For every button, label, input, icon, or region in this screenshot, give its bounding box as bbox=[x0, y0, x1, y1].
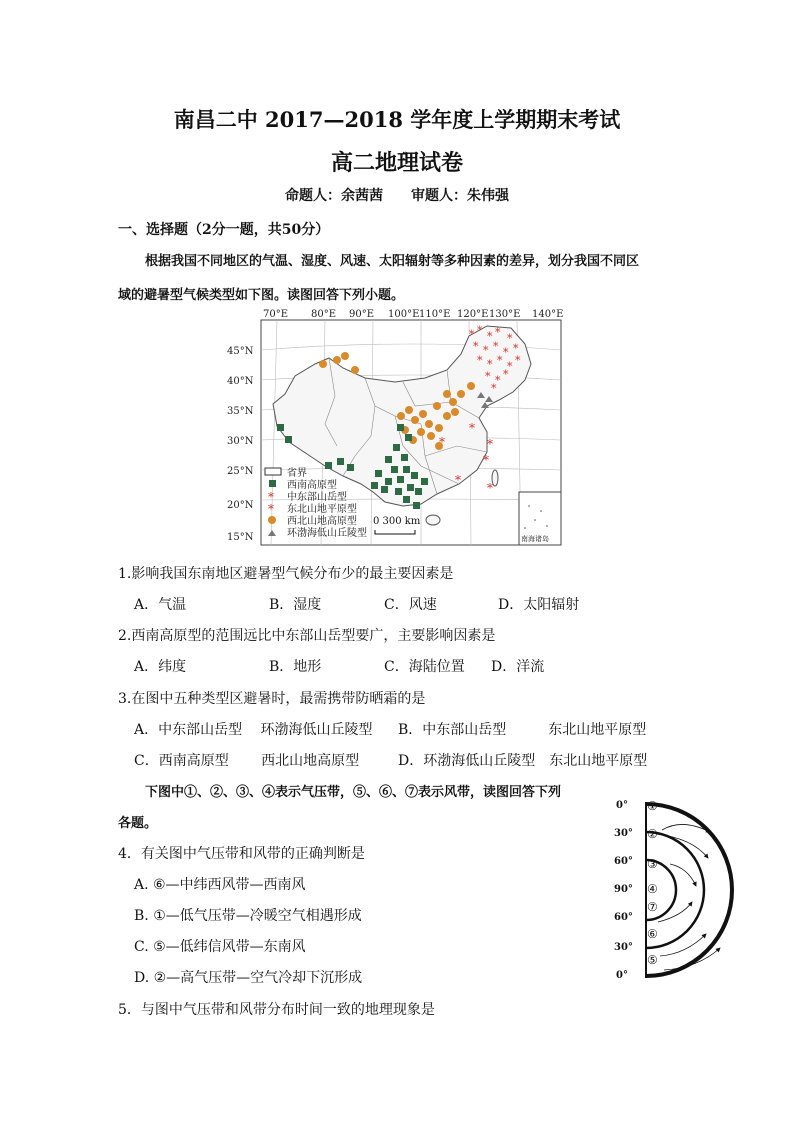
question-4-stem: 4．有关图中气压带和风带的正确判断是 bbox=[118, 846, 365, 862]
diagram-lat: 0° bbox=[616, 800, 628, 811]
svg-text:*: * bbox=[493, 340, 499, 353]
legend-item: 西南高原型 bbox=[287, 480, 337, 491]
legend-item: 中东部山岳型 bbox=[287, 492, 347, 503]
q3-option-c[interactable]: C．西南高原型 西北山地高原型 bbox=[134, 753, 360, 769]
intro2-line1: 下图中①、②、③、④表示气压带，⑤、⑥、⑦表示风带，读图回答下列 bbox=[145, 785, 562, 800]
svg-text:*: * bbox=[485, 370, 491, 383]
lat-label: 15°N bbox=[227, 532, 254, 543]
q3-option-a[interactable]: A．中东部山岳型 环渤海低山丘陵型 bbox=[134, 722, 373, 738]
svg-text:*: * bbox=[473, 340, 479, 353]
exam-subtitle: 高二地理试卷 bbox=[330, 150, 463, 176]
svg-text:*: * bbox=[495, 326, 501, 339]
legend-item: 西北山地高原型 bbox=[287, 516, 357, 527]
question-2-stem: 2.西南高原型的范围远比中东部山岳型要广，主要影响因素是 bbox=[118, 628, 496, 644]
map-scale: 0 300 km bbox=[373, 516, 421, 527]
svg-text:*: * bbox=[483, 453, 489, 467]
svg-text:*: * bbox=[503, 346, 509, 359]
diagram-marker: ⑦ bbox=[647, 900, 658, 914]
lon-label: 140°E bbox=[532, 309, 564, 320]
svg-text:*: * bbox=[469, 328, 475, 341]
diagram-lat: 60° bbox=[614, 912, 633, 923]
legend-item: 环渤海低山丘陵型 bbox=[287, 528, 367, 539]
lon-label: 90°E bbox=[349, 309, 375, 320]
svg-text:*: * bbox=[503, 368, 509, 381]
svg-text:*: * bbox=[487, 481, 493, 495]
lon-label: 110°E bbox=[419, 309, 451, 320]
legend-item: 东北山地平原型 bbox=[287, 504, 357, 515]
q2-option-d[interactable]: D．洋流 bbox=[491, 659, 545, 675]
question-5-stem: 5．与图中气压带和风带分布时间一致的地理现象是 bbox=[118, 1002, 435, 1018]
diagram-lat: 90° bbox=[614, 884, 633, 895]
diagram-lat: 60° bbox=[614, 856, 633, 867]
svg-text:*: * bbox=[455, 473, 461, 487]
q1-option-d[interactable]: D．太阳辐射 bbox=[498, 597, 580, 613]
svg-text:*: * bbox=[483, 344, 489, 357]
intro2-line2: 各题。 bbox=[118, 816, 158, 831]
lon-label: 80°E bbox=[311, 309, 337, 320]
q3-option-b[interactable]: B．中东部山岳型 东北山地平原型 bbox=[398, 722, 647, 738]
diagram-marker: ⑤ bbox=[647, 953, 658, 967]
intro-text-line1: 根据我国不同地区的气温、湿度、风速、太阳辐射等多种因素的差异，划分我国不同区 bbox=[145, 254, 640, 269]
exam-title: 南昌二中 2017—2018 学年度上学期期末考试 bbox=[173, 107, 621, 132]
q4-option-a[interactable]: A. ⑥—中纬西风带—西南风 bbox=[134, 877, 306, 893]
svg-text:*: * bbox=[515, 354, 521, 367]
pressure-belt-diagram bbox=[612, 792, 737, 987]
lon-label: 120°E bbox=[457, 309, 489, 320]
svg-text:*: * bbox=[491, 382, 497, 395]
q4-option-c[interactable]: C. ⑤—低纬信风带—东南风 bbox=[134, 939, 306, 955]
section-heading: 一、选择题（2分一题，共50分） bbox=[118, 222, 330, 238]
svg-text:*: * bbox=[487, 437, 493, 451]
svg-text:*: * bbox=[487, 330, 493, 343]
lat-label: 30°N bbox=[227, 436, 254, 447]
lat-label: 45°N bbox=[227, 346, 254, 357]
diagram-lat: 30° bbox=[614, 828, 633, 839]
svg-text:*: * bbox=[477, 354, 483, 367]
lon-label: 100°E bbox=[388, 309, 420, 320]
lon-label: 130°E bbox=[489, 309, 521, 320]
exam-authors: 命题人：余茜茜 审题人：朱伟强 bbox=[285, 188, 509, 204]
q1-option-b[interactable]: B．湿度 bbox=[269, 597, 322, 613]
diagram-lat: 30° bbox=[614, 942, 633, 953]
lat-label: 25°N bbox=[227, 466, 254, 477]
diagram-marker: ④ bbox=[647, 882, 658, 896]
diagram-lat: 0° bbox=[616, 970, 628, 981]
svg-text:*: * bbox=[495, 374, 501, 387]
lon-label: 70°E bbox=[263, 309, 289, 320]
q4-option-b[interactable]: B. ①—低气压带—冷暖空气相遇形成 bbox=[134, 908, 362, 924]
q2-option-b[interactable]: B．地形 bbox=[269, 659, 322, 675]
q2-option-c[interactable]: C．海陆位置 bbox=[384, 659, 465, 675]
q3-option-d[interactable]: D．环渤海低山丘陵型 东北山地平原型 bbox=[398, 753, 648, 769]
lat-label: 20°N bbox=[227, 500, 254, 511]
svg-text:*: * bbox=[497, 354, 503, 367]
svg-text:*: * bbox=[513, 342, 519, 355]
svg-text:*: * bbox=[469, 421, 475, 435]
q4-option-d[interactable]: D. ②—高气压带—空气冷却下沉形成 bbox=[134, 970, 363, 986]
diagram-marker: ⑥ bbox=[647, 927, 658, 941]
diagram-marker: ② bbox=[647, 827, 658, 841]
svg-text:*: * bbox=[439, 435, 445, 449]
svg-text:*: * bbox=[507, 332, 513, 345]
lat-label: 35°N bbox=[227, 406, 254, 417]
intro-text-line2: 域的避暑型气候类型如下图。读图回答下列小题。 bbox=[118, 288, 405, 303]
svg-text:*: * bbox=[477, 324, 483, 337]
svg-text:*: * bbox=[268, 490, 274, 504]
question-1-stem: 1.影响我国东南地区避暑型气候分布少的最主要因素是 bbox=[118, 566, 454, 582]
q1-option-c[interactable]: C．风速 bbox=[384, 597, 437, 613]
lat-label: 40°N bbox=[227, 376, 254, 387]
q2-option-a[interactable]: A．纬度 bbox=[134, 659, 187, 675]
climate-type-map bbox=[225, 306, 570, 546]
inset-label: 南海诸岛 bbox=[521, 535, 549, 543]
svg-text:*: * bbox=[487, 358, 493, 371]
svg-text:*: * bbox=[268, 502, 274, 516]
svg-text:*: * bbox=[507, 360, 513, 373]
question-3-stem: 3.在图中五种类型区避暑时，最需携带防晒霜的是 bbox=[118, 691, 426, 707]
legend-item: 省界 bbox=[287, 468, 307, 479]
q1-option-a[interactable]: A．气温 bbox=[134, 597, 187, 613]
diagram-marker: ③ bbox=[647, 857, 658, 871]
diagram-marker: ① bbox=[647, 799, 658, 813]
